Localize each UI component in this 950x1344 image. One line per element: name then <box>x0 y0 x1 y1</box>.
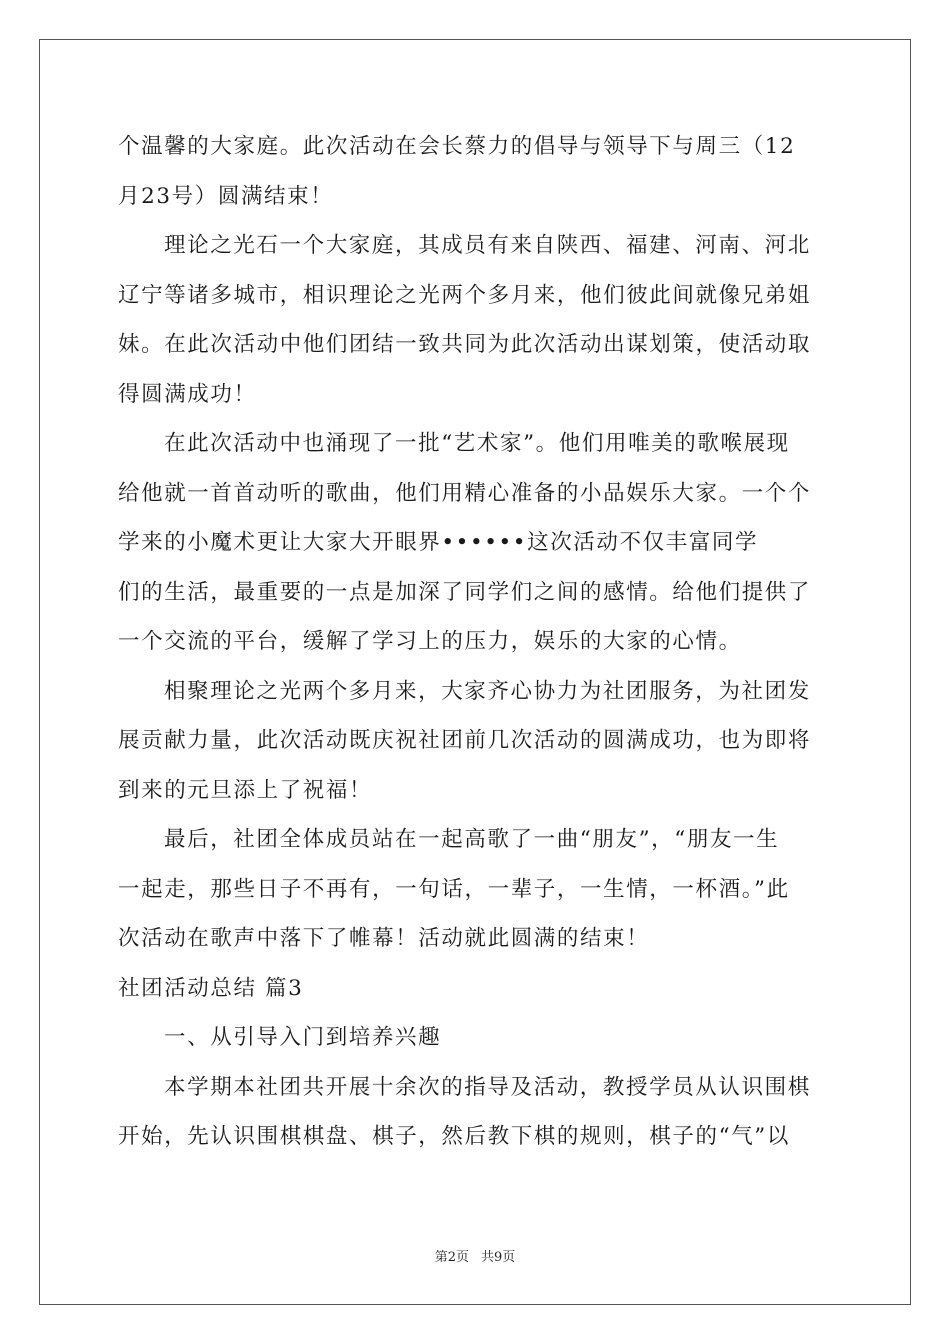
text-line: 们的生活，最重要的一点是加深了同学们之间的感情。给他们提供了 <box>118 579 812 605</box>
text-line: 在此次活动中也涌现了一批“艺术家”。他们用唯美的歌喉展现 <box>164 431 790 456</box>
text-line: 妹。在此次活动中他们团结一致共同为此次活动出谋划策，使活动取 <box>118 332 812 357</box>
page-total: 共9页 <box>481 1250 516 1265</box>
text-line: 一个交流的平台，缓解了学习上的压力，娱乐的大家的心情。 <box>118 629 742 654</box>
text-line: 给他就一首首动听的歌曲，他们用精心准备的小品娱乐大家。一个个 <box>118 480 812 506</box>
text-line: 学来的小魔术更让大家大开眼界••••••这次活动不仅丰富同学 <box>118 530 759 555</box>
text-line: 辽宁等诸多城市，相识理论之光两个多月来，他们彼此间就像兄弟姐 <box>118 282 812 308</box>
text-line: 社团活动总结 篇3 <box>118 975 304 1001</box>
text-line: 到来的元旦添上了祝福！ <box>118 777 373 803</box>
text-line: 最后，社团全体成员站在一起高歌了一曲“朋友”，“朋友一生 <box>164 827 780 852</box>
text-line: 开始，先认识围棋棋盘、棋子，然后教下棋的规则，棋子的“气”以 <box>118 1124 790 1149</box>
text-line: 一、从引导入门到培养兴趣 <box>164 1025 442 1050</box>
text-line: 本学期本社团共开展十余次的指导及活动，教授学员从认识围棋 <box>164 1074 811 1100</box>
text-line: 理论之光石一个大家庭，其成员有来自陕西、福建、河南、河北 <box>164 233 811 258</box>
text-line: 一起走，那些日子不再有，一句话，一辈子，一生情，一杯酒。”此 <box>118 876 790 902</box>
text-line: 展贡献力量，此次活动既庆祝社团前几次活动的圆满成功，也为即将 <box>118 728 812 753</box>
text-line: 次活动在歌声中落下了帷幕！活动就此圆满的结束！ <box>118 926 650 951</box>
text-line: 得圆满成功！ <box>118 381 257 407</box>
text-line: 月23号）圆满结束！ <box>118 183 334 209</box>
document-body <box>118 122 834 1162</box>
text-line: 相聚理论之光两个多月来，大家齐心协力为社团服务，为社团发 <box>164 678 811 704</box>
text-line: 个温馨的大家庭。此次活动在会长蔡力的倡导与领导下与周三（12 <box>118 134 796 159</box>
page-footer <box>0 1246 950 1265</box>
page-number: 第2页 <box>434 1250 469 1265</box>
